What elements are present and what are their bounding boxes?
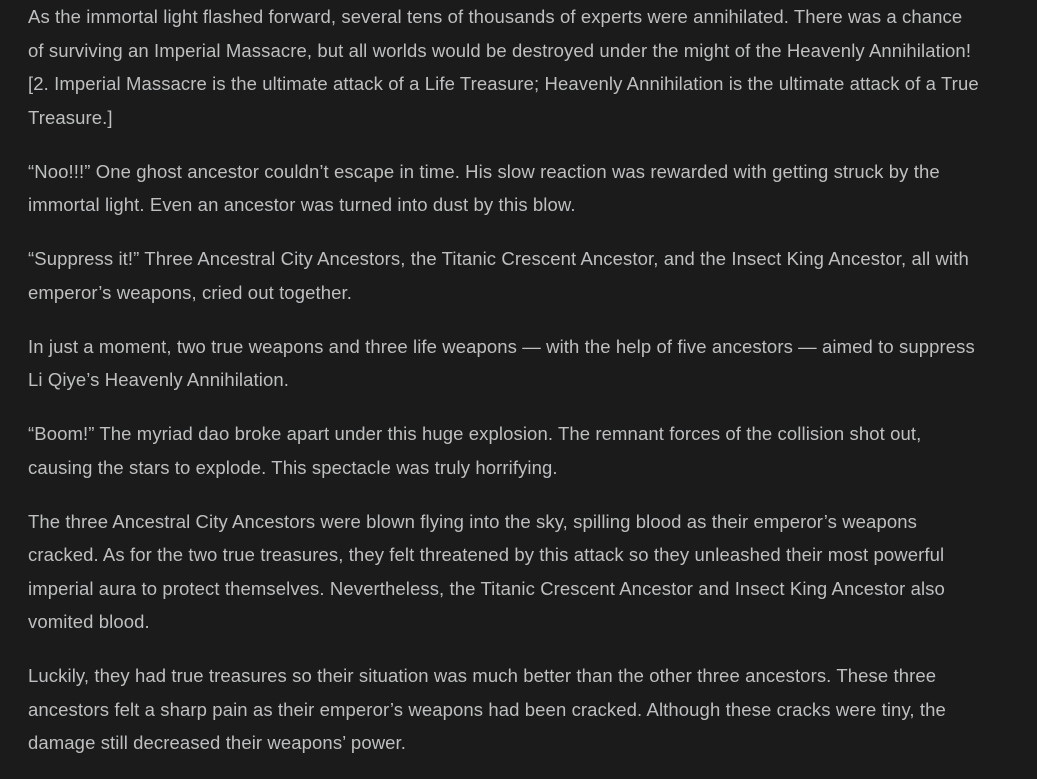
- paragraph: “Suppress it!” Three Ancestral City Ancestors, the Titanic Crescent Ancestor, and the Insect King Ancestor, all with emperor’s weapons, cried out together.: [28, 248, 969, 303]
- paragraph: In just a moment, two true weapons and three life weapons — with the help of five ancestors — aimed to suppress Li Qiye’s Heavenly Annihilation.: [28, 335, 975, 390]
- paragraph: “Noo!!!” One ghost ancestor couldn’t escape in time. His slow reaction was rewarded with getting struck by the immortal light. Even an ancestor was turned into dust by this blow.: [28, 160, 940, 215]
- paragraph: As the immortal light flashed forward, several tens of thousands of experts were annihilated. There was a chance of surviving an Imperial Massacre, but all worlds would be destroyed under the might of the Heavenly Annihilation! [2. Imperial Massacre is the ultimate attack of a Life Treasure; Heavenly Annihilation is the ultimate attack of a True Treasure.]: [28, 6, 979, 128]
- paragraph: “Boom!” The myriad dao broke apart under this huge explosion. The remnant forces of the collision shot out, causing the stars to explode. This spectacle was truly horrifying.: [28, 423, 922, 478]
- paragraph: The three Ancestral City Ancestors were blown flying into the sky, spilling blood as their emperor’s weapons cracked. As for the two true treasures, they felt threatened by this attack so they unleashed their most powerful imperial aura to protect themselves. Nevertheless, the Titanic Crescent Ancestor and Insect King Ancestor also vomited blood.: [28, 510, 945, 632]
- paragraph: Luckily, they had true treasures so their situation was much better than the other three ancestors. These three ancestors felt a sharp pain as their emperor’s weapons had been cracked. Although these cracks were tiny, the damage still decreased their weapons’ power.: [28, 665, 946, 753]
